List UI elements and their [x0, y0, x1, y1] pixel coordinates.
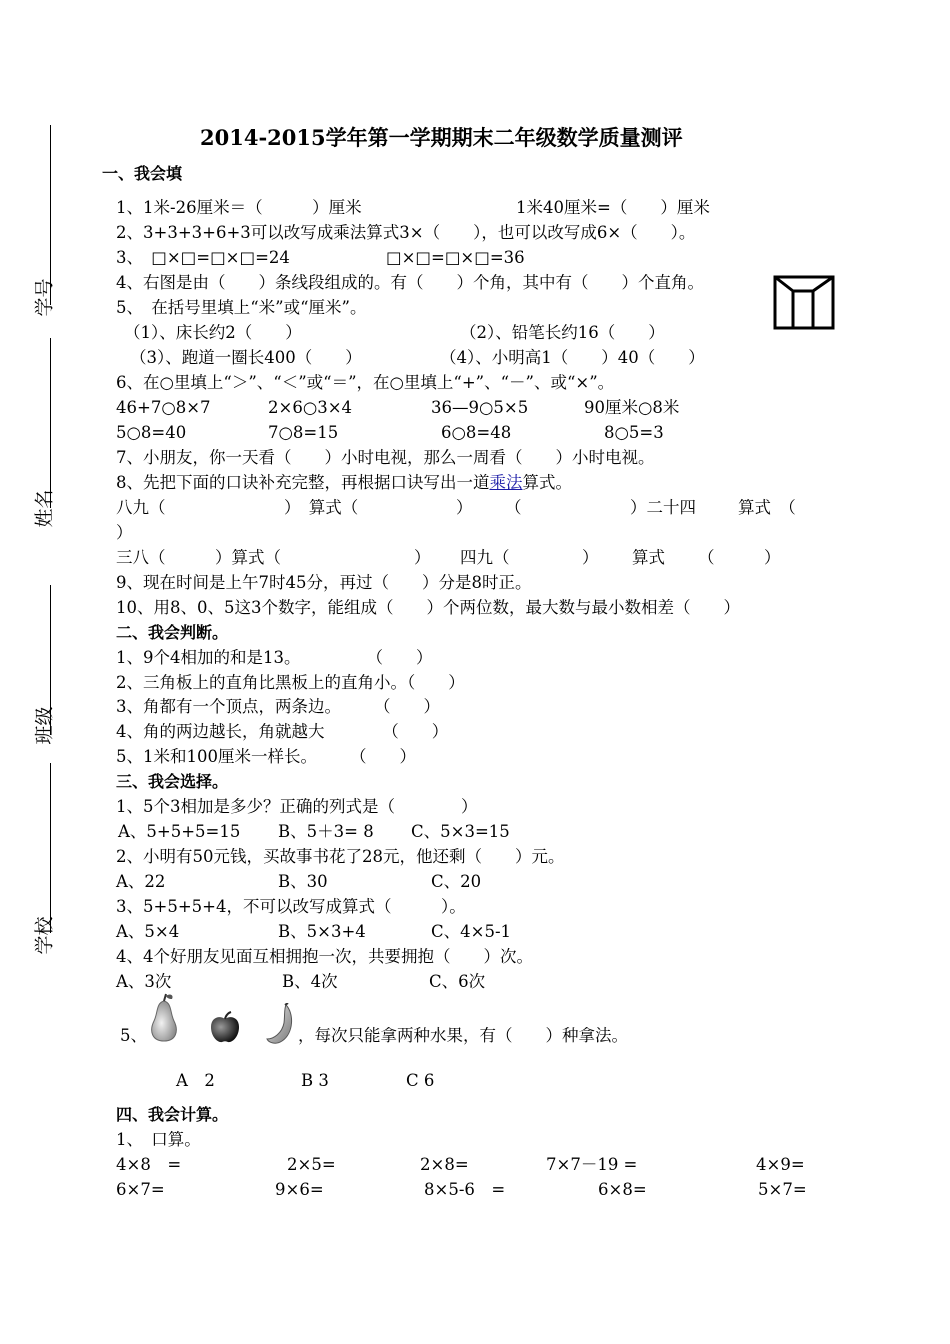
- q1-6-r2-b: 7○8=15: [268, 423, 339, 442]
- choice-q4: 4、4个好朋友见面互相拥抱一次，共要拥抱（ ）次。: [116, 947, 533, 966]
- margin-label-school: 学校: [33, 916, 56, 955]
- q1-10: 10、用8、0、5这3个数字，能组成（ ）个两位数，最大数与最小数相差（ ）: [116, 598, 740, 617]
- q1-8-r1-d: （: [505, 498, 522, 517]
- margin-line-school: [50, 763, 51, 933]
- judge-item-1: 1、9个4相加的和是13。 （ ）: [116, 648, 433, 667]
- section-1-heading: 一、我会填: [102, 164, 183, 183]
- choice-q1-opt-c: C、5×3=15: [411, 822, 510, 841]
- q1-6-r1-d: 90厘米○8米: [584, 398, 680, 417]
- q1-8-link[interactable]: 乘法: [489, 473, 523, 492]
- calc-r2-b: 9×6=: [275, 1180, 324, 1199]
- q1-5-3: （3）、跑道一圈长400（ ）: [130, 348, 362, 367]
- choice-q2-opt-b: B、30: [278, 872, 328, 891]
- choice-q4-opt-c: C、6次: [429, 972, 486, 991]
- choice-q5-opt-c: C 6: [406, 1071, 435, 1090]
- choice-q3-opt-a: A、5×4: [116, 922, 180, 941]
- q1-8-r1-f: 算式 （: [738, 498, 796, 517]
- q1-8-r1-c: ）: [456, 498, 473, 517]
- calc-r1-e: 4×9=: [756, 1155, 805, 1174]
- section-2-heading: 二、我会判断。: [116, 623, 229, 642]
- section-4-heading: 四、我会计算。: [116, 1105, 229, 1124]
- choice-q1-opt-b: B、5＋3= 8: [278, 822, 374, 841]
- margin-line-name: [50, 338, 51, 508]
- q1-5-1: （1）、床长约2（ ）: [124, 323, 302, 342]
- calc-r2-c: 8×5-6 =: [424, 1180, 506, 1199]
- q1-7: 7、小朋友，你一天看（ ）小时电视，那么一周看（ ）小时电视。: [116, 448, 655, 467]
- choice-q5-opt-a: A 2: [176, 1071, 215, 1090]
- q1-8-r1-close: ）: [116, 523, 133, 542]
- q1-8-suffix: 算式。: [522, 473, 572, 492]
- q1-5-4: （4）、小明高1（ ）40（ ）: [440, 348, 705, 367]
- q1-1a: 1、1米-26厘米＝（ ）厘米: [116, 198, 362, 217]
- q1-3b: □×□=□×□=36: [386, 248, 525, 267]
- calc-sub-1: 1、 口算。: [116, 1130, 201, 1149]
- q1-8-r1-a: 八九（: [116, 498, 166, 517]
- choice-q3: 3、5+5+5+4，不可以改写成算式（ ）。: [116, 897, 466, 916]
- q1-6-r1-b: 2×6○3×4: [268, 398, 353, 417]
- box-lines-figure-icon: [773, 275, 835, 330]
- q1-8-r1-b: ） 算式（: [284, 498, 359, 517]
- calc-r1-c: 2×8=: [420, 1155, 469, 1174]
- choice-q2-opt-c: C、20: [431, 872, 482, 891]
- q1-3a: 3、 □×□=□×□=24: [116, 248, 290, 267]
- q1-8-r2-c: 四九（: [460, 548, 510, 567]
- q1-6-r1-a: 46+7○8×7: [116, 398, 211, 417]
- calc-r1-a: 4×8 =: [116, 1155, 182, 1174]
- q1-8-r1-e: ）二十四: [630, 498, 696, 517]
- q1-8: [116, 472, 572, 494]
- pear-icon: [146, 993, 182, 1043]
- choice-q1: 1、5个3相加是多少？正确的列式是（ ）: [116, 797, 478, 816]
- choice-q3-opt-b: B、5×3+4: [278, 922, 366, 941]
- choice-q4-opt-a: A、3次: [116, 972, 172, 991]
- q1-8-r2-a: 三八（ ）算式（: [116, 548, 281, 567]
- choice-q5-opt-b: B 3: [301, 1071, 329, 1090]
- choice-q5-number: 5、: [120, 1026, 147, 1045]
- judge-item-2: 2、三角板上的直角比黑板上的直角小。（ ）: [116, 673, 465, 692]
- choice-q1-opt-a: A、5+5+5=15: [118, 822, 241, 841]
- banana-icon: [264, 1003, 298, 1045]
- q1-8-r2-e: 算式: [632, 548, 665, 567]
- choice-q2-opt-a: A、22: [116, 872, 166, 891]
- q1-5: 5、 在括号里填上“米”或“厘米”。: [116, 298, 367, 317]
- q1-6-r2-a: 5○8=40: [116, 423, 187, 442]
- q1-6-r1-c: 36—9○5×5: [431, 398, 529, 417]
- margin-label-id: 学号: [33, 278, 56, 317]
- judge-item-3: 3、角都有一个顶点，两条边。 （ ）: [116, 697, 440, 716]
- margin-label-name: 姓名: [33, 489, 56, 528]
- choice-q3-opt-c: C、4×5-1: [431, 922, 512, 941]
- judge-item-5: 5、1米和100厘米一样长。 （ ）: [116, 747, 416, 766]
- calc-r1-d: 7×7－19 =: [546, 1155, 638, 1174]
- apple-icon: [208, 1010, 242, 1044]
- section-3-heading: 三、我会选择。: [116, 772, 229, 791]
- choice-q5-text: ，每次只能拿两种水果，有（ ）种拿法。: [298, 1026, 628, 1045]
- q1-8-r2-f: （ ）: [698, 548, 781, 567]
- q1-5-2: （2）、铅笔长约16（ ）: [460, 323, 665, 342]
- choice-q2: 2、小明有50元钱，买故事书花了28元，他还剩（ ）元。: [116, 847, 565, 866]
- q1-4: 4、右图是由（ ）条线段组成的。有（ ）个角，其中有（ ）个直角。: [116, 273, 704, 292]
- margin-label-class: 班级: [33, 706, 56, 745]
- choice-q4-opt-b: B、4次: [282, 972, 338, 991]
- q1-1b: 1米40厘米=（ ）厘米: [516, 198, 710, 217]
- q1-6-r2-d: 8○5=3: [604, 423, 664, 442]
- calc-r1-b: 2×5=: [287, 1155, 336, 1174]
- calc-r2-e: 5×7=: [758, 1180, 807, 1199]
- calc-r2-d: 6×8=: [598, 1180, 647, 1199]
- q1-8-r2-d: ）: [582, 548, 599, 567]
- q1-6-r2-c: 6○8=48: [441, 423, 512, 442]
- q1-6: 6、在○里填上“＞”、“＜”或“＝”，在○里填上“+”、“－”、或“×”。: [116, 373, 615, 392]
- q1-9: 9、现在时间是上午7时45分，再过（ ）分是8时正。: [116, 573, 532, 592]
- calc-r2-a: 6×7=: [116, 1180, 165, 1199]
- page-title: 2014-2015学年第一学期期末二年级数学质量测评: [200, 125, 683, 150]
- judge-item-4: 4、角的两边越长，角就越大 （ ）: [116, 722, 449, 741]
- q1-8-prefix: 8、先把下面的口诀补充完整，再根据口诀写出一道: [116, 473, 490, 492]
- q1-8-r2-b: ）: [414, 548, 431, 567]
- q1-2: 2、3+3+3+6+3可以改写成乘法算式3×（ ），也可以改写成6×（ ）。: [116, 223, 696, 242]
